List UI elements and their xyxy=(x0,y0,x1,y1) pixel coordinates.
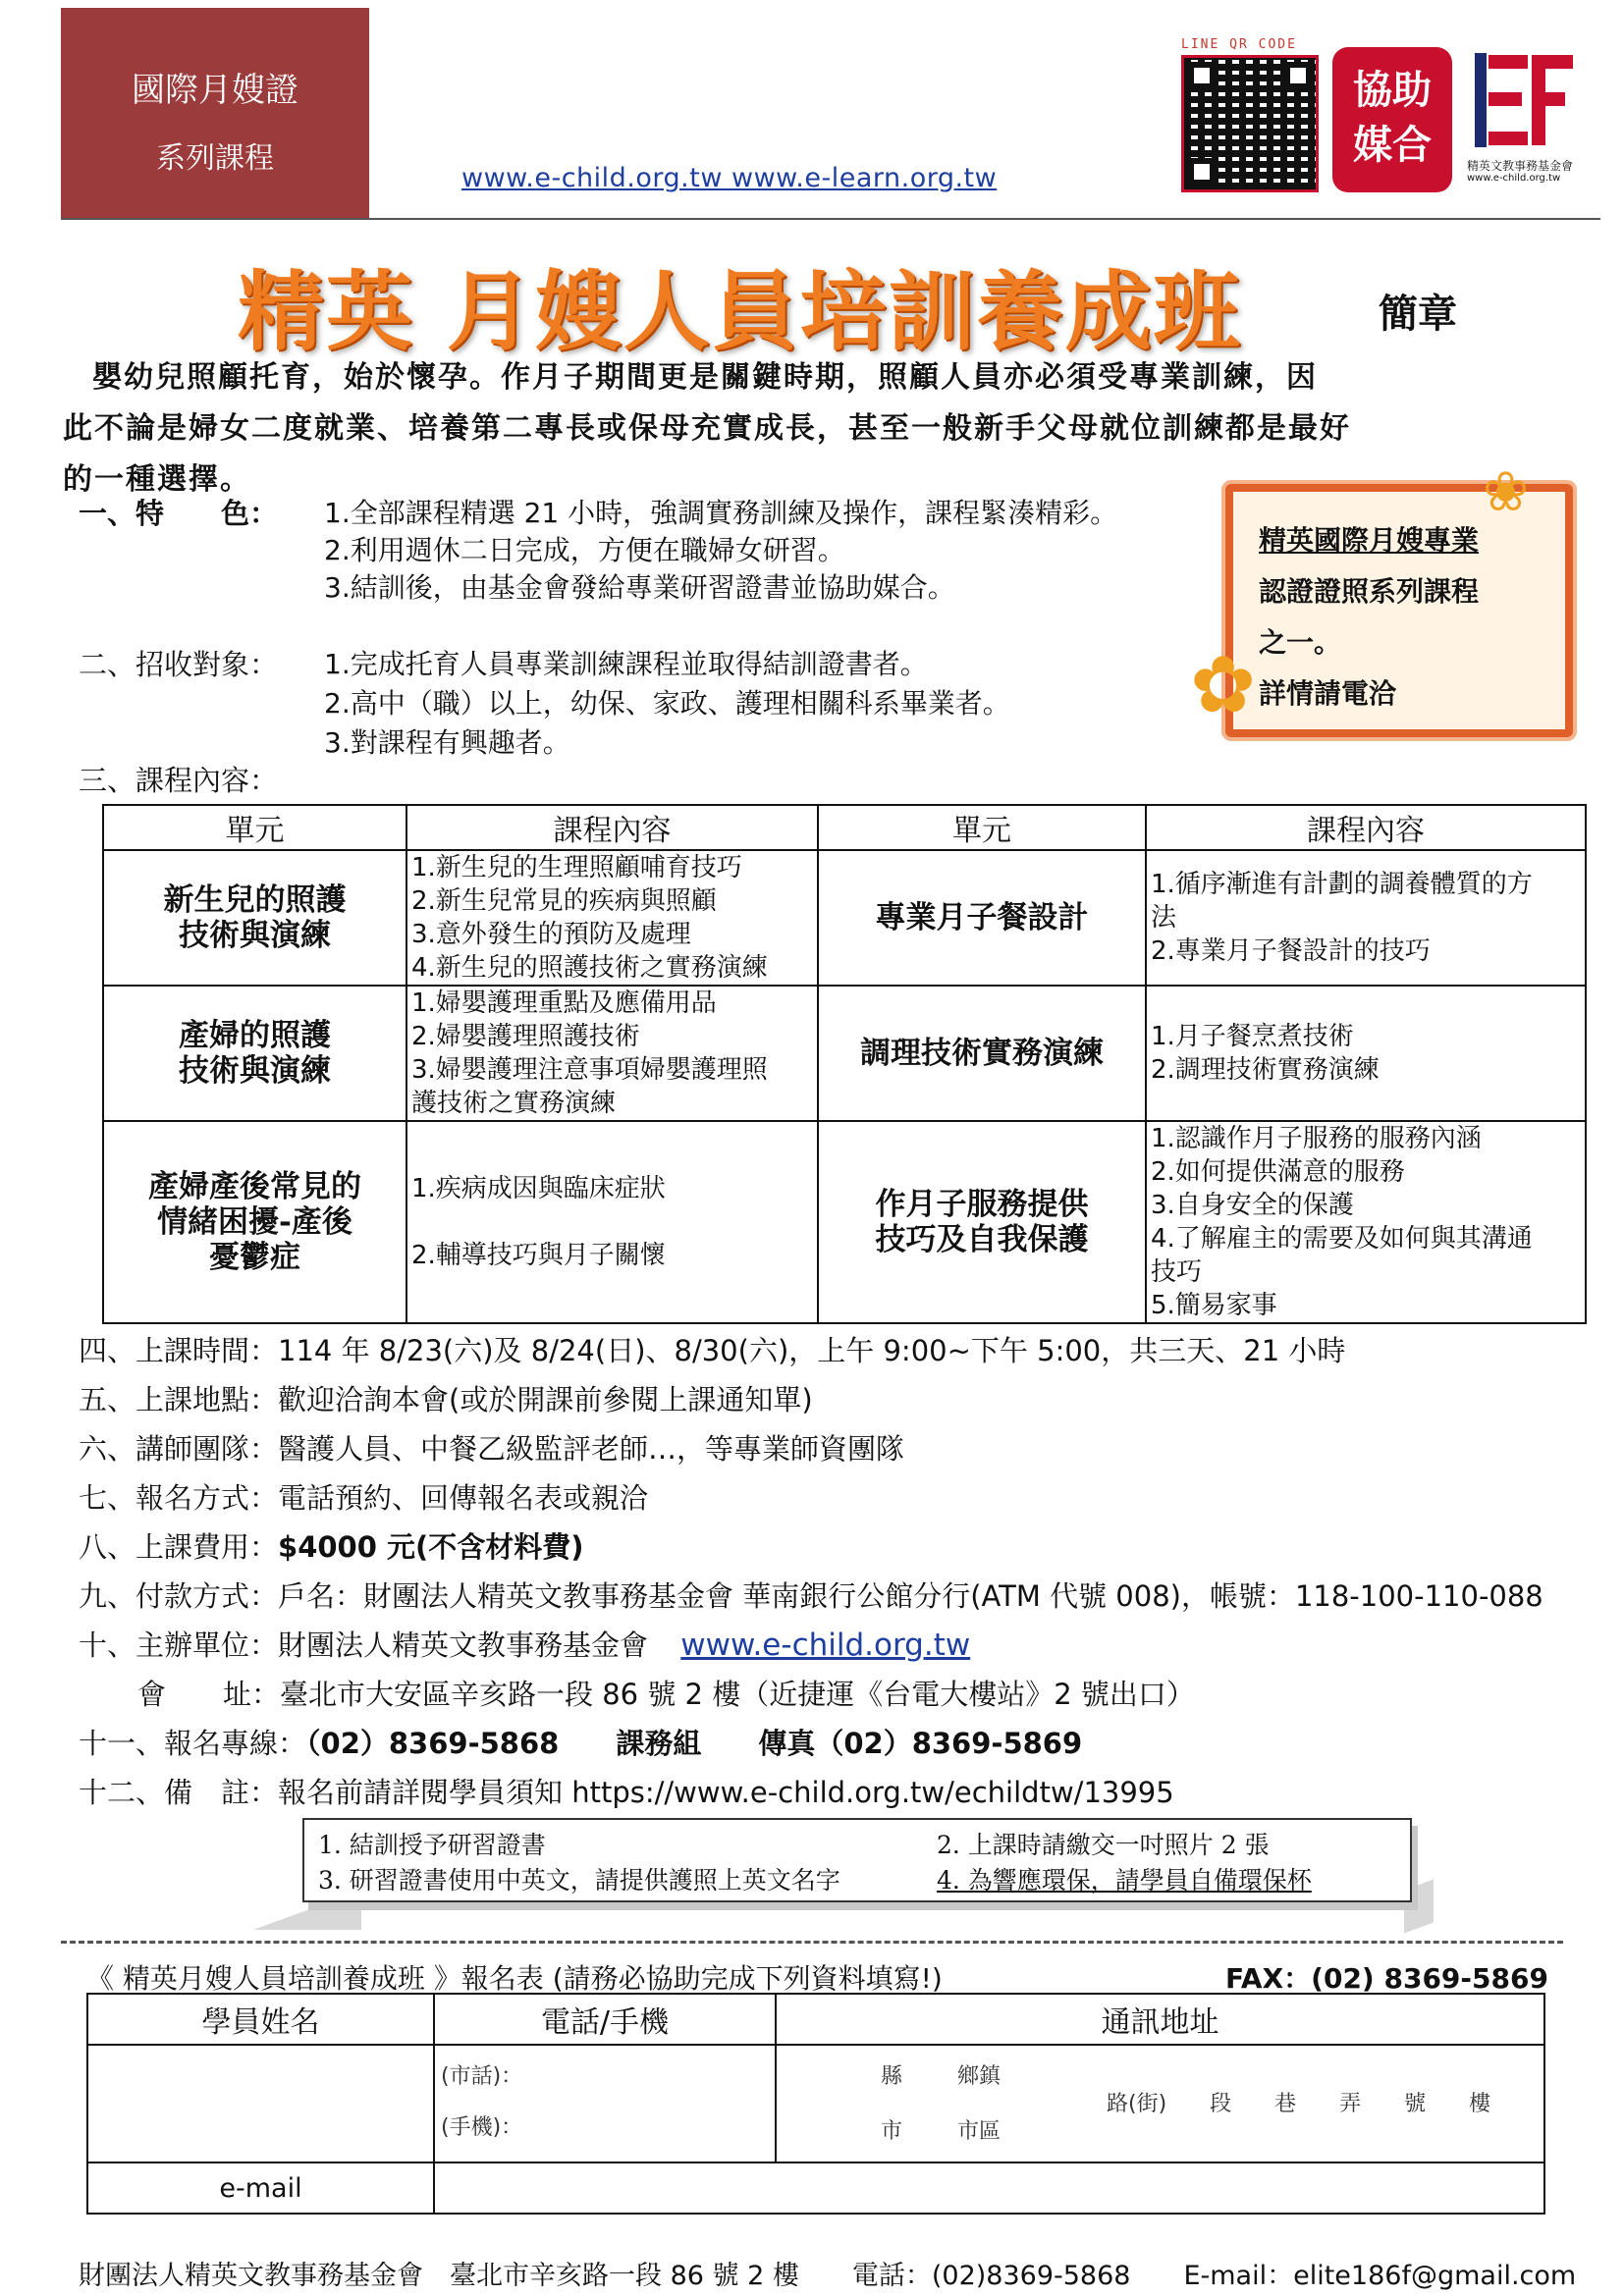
tip-item: 1. 結訓授予研習證書 xyxy=(318,1831,546,1859)
student-name-field[interactable] xyxy=(87,2045,434,2163)
course-unit: 調理技術實務演練 xyxy=(818,986,1146,1121)
course-content: 1.認識作月子服務的服務內涵 2.如何提供滿意的服務 3.自身安全的保護 4.了解雇主的需要及如何與其溝通 技巧 5.簡易家事 xyxy=(1146,1121,1586,1323)
qr-code-label: LINE QR CODE xyxy=(1181,37,1297,52)
tip-item: 2. 上課時請繳交一吋照片 2 張 xyxy=(937,1831,1270,1859)
column-header-phone: 電話/手機 xyxy=(434,1994,776,2045)
district-label: 市區 xyxy=(957,2119,1001,2144)
page-title: 精英 月嫂人員培訓養成班 xyxy=(238,260,1242,362)
tip-item: 3. 研習證書使用中英文，請提供護照上英文名字 xyxy=(318,1866,840,1895)
logo-e-bottom xyxy=(1489,132,1528,145)
organizer-name: 十、主辦單位：財團法人精英文教事務基金會 xyxy=(79,1629,649,1662)
column-header-name: 學員姓名 xyxy=(87,1994,434,2045)
hotline-value: （02）8369-5868 課務組 傳真（02）8369-5869 xyxy=(306,1727,1083,1760)
feature-item: 2.利用週休二日完成，方便在職婦女研習。 xyxy=(324,534,845,566)
audience-heading: 二、招收對象： xyxy=(79,648,279,681)
address-field[interactable] xyxy=(776,2045,1544,2163)
course-unit: 產婦的照護 技術與演練 xyxy=(103,986,406,1121)
course-content: 1.婦嬰護理重點及應備用品 2.婦嬰護理照護技術 3.婦嬰護理注意事項婦嬰護理照 護技術之實務演練 xyxy=(406,986,818,1121)
header-website-links[interactable]: www.e-child.org.tw www.e-learn.org.tw xyxy=(461,163,998,193)
organizer-website-link[interactable]: www.e-child.org.tw xyxy=(680,1628,971,1663)
flower-decoration-icon: ❀ xyxy=(1483,460,1529,524)
class-time: 四、上課時間：114 年 8/23(六)及 8/24(日)、8/30(六)，上午 9:00~下午 5:00，共三天、21 小時 xyxy=(79,1334,1346,1367)
badge-text-2: 媒合 xyxy=(1353,122,1432,168)
qr-finder-pattern xyxy=(1188,62,1216,89)
qr-finder-pattern xyxy=(1188,158,1216,186)
logo-e-mid xyxy=(1489,92,1522,106)
ef-foundation-logo xyxy=(1467,51,1577,149)
note-line: 認證證照系列課程 xyxy=(1259,575,1480,608)
email-label: e-mail xyxy=(87,2163,434,2214)
email-field[interactable] xyxy=(434,2163,1544,2214)
payment-info: 九、付款方式：戶名：財團法人精英文教事務基金會 華南銀行公館分行(ATM 代號 008)，帳號：118-100-110-088 xyxy=(79,1579,1543,1613)
audience-item: 3.對課程有興趣者。 xyxy=(324,726,570,759)
course-heading: 三、課程內容： xyxy=(79,764,279,797)
course-unit: 新生兒的照護 技術與演練 xyxy=(103,850,406,986)
matching-service-badge xyxy=(1332,47,1452,192)
class-location: 五、上課地點：歡迎洽詢本會(或於開課前參閱上課通知單) xyxy=(79,1383,813,1416)
course-content: 1.新生兒的生理照顧哺育技巧 2.新生兒常見的疾病與照顧 3.意外發生的預防及處理 4.新生兒的照護技術之實務演練 xyxy=(406,850,818,986)
flower-decoration-icon: ✿ xyxy=(1190,639,1257,730)
mobile-label: (手機)： xyxy=(441,2115,523,2140)
note-line: 之一。 xyxy=(1259,626,1342,659)
landline-label: (市話)： xyxy=(441,2064,523,2089)
table-row xyxy=(103,986,1586,1121)
logo-bar xyxy=(1475,53,1487,147)
course-content: 1.月子餐烹煮技術 2.調理技術實務演練 xyxy=(1146,986,1586,1121)
form-header-row xyxy=(87,1994,1544,2045)
fee-label: 八、上課費用： xyxy=(79,1530,279,1564)
header-divider xyxy=(61,218,1600,220)
city-label: 市 xyxy=(881,2119,903,2144)
form-email-row xyxy=(87,2163,1544,2214)
signup-method: 七、報名方式：電話預約、回傳報名表或親洽 xyxy=(79,1481,649,1515)
page-footer: 財團法人精英文教事務基金會 臺北市辛亥路一段 86 號 2 樓 電話：(02)8369-5868 E-mail：elite186f@gmail.com xyxy=(79,2261,1577,2291)
form-fax: FAX：(02) 8369-5869 xyxy=(1225,1962,1548,1995)
road-label: 路(街) 段 巷 弄 號 樓 xyxy=(1107,2092,1491,2116)
tips-box xyxy=(302,1818,1412,1902)
column-header-unit: 單元 xyxy=(818,805,1146,850)
hotline xyxy=(79,1722,1082,1762)
course-table-header xyxy=(103,805,1586,850)
course-content: 1.循序漸進有計劃的調養體質的方 法 2.專業月子餐設計的技巧 xyxy=(1146,850,1586,986)
table-row xyxy=(103,1121,1586,1323)
line-qr-code[interactable] xyxy=(1181,55,1319,192)
column-header-content: 課程內容 xyxy=(406,805,818,850)
course-unit: 作月子服務提供 技巧及自我保護 xyxy=(818,1121,1146,1323)
logo-f-top xyxy=(1532,55,1573,69)
course-unit: 專業月子餐設計 xyxy=(818,850,1146,986)
title-suffix: 簡章 xyxy=(1379,291,1457,337)
form-title: 《 精英月嫂人員培訓養成班 》報名表 (請務必協助完成下列資料填寫!) xyxy=(86,1962,943,1995)
logo-org-url: www.e-child.org.tw xyxy=(1467,173,1561,184)
logo-org-name: 精英文教事務基金會 xyxy=(1467,159,1574,173)
table-row xyxy=(103,850,1586,986)
course-content: 1.疾病成因與臨床症狀 2.輔導技巧與月子關懷 xyxy=(406,1121,818,1323)
registration-form-table xyxy=(86,1993,1545,2215)
qr-finder-pattern xyxy=(1284,62,1312,89)
note-line: 詳情請電洽 xyxy=(1259,677,1397,710)
organizer xyxy=(79,1624,970,1664)
township-label: 鄉鎮 xyxy=(957,2064,1001,2089)
column-header-unit: 單元 xyxy=(103,805,406,850)
cut-line xyxy=(61,1941,1563,1944)
features-heading: 一、特 色： xyxy=(79,497,279,530)
column-header-content: 課程內容 xyxy=(1146,805,1586,850)
phone-field[interactable] xyxy=(434,2045,776,2163)
feature-item: 1.全部課程精選 21 小時，強調實務訓練及操作，課程緊湊精彩。 xyxy=(324,497,1118,529)
intro-line: 嬰幼兒照顧托育，始於懷孕。作月子期間更是關鍵時期，照顧人員亦必須受專業訓練，因 xyxy=(92,360,1318,395)
form-entry-row xyxy=(87,2045,1544,2163)
series-banner xyxy=(61,8,369,218)
course-table xyxy=(102,804,1587,1324)
intro-line: 此不論是婦女二度就業、培養第二專長或保母充實成長，甚至一般新手父母就位訓練都是最好 xyxy=(63,411,1351,446)
remarks: 十二、備 註：報名前請詳閱學員須知 https://www.e-child.org.tw/echildtw/13995 xyxy=(79,1776,1174,1809)
intro-line: 的一種選擇。 xyxy=(63,462,251,497)
column-header-address: 通訊地址 xyxy=(776,1994,1544,2045)
county-label: 縣 xyxy=(881,2064,903,2089)
feature-item: 3.結訓後，由基金會發給專業研習證書並協助媒合。 xyxy=(324,571,955,604)
series-subtitle: 系列課程 xyxy=(156,141,274,176)
fee-value: $4000 元(不含材料費) xyxy=(278,1530,584,1564)
course-unit: 產婦產後常見的 情緒困擾-產後 憂鬱症 xyxy=(103,1121,406,1323)
tip-item: 4. 為響應環保，請學員自備環保杯 xyxy=(937,1866,1312,1895)
audience-item: 2.高中（職）以上，幼保、家政、護理相關科系畢業者。 xyxy=(324,687,1010,720)
logo-f-mid xyxy=(1532,92,1565,106)
teaching-team: 六、講師團隊：醫護人員、中餐乙級監評老師…，等專業師資團隊 xyxy=(79,1432,905,1466)
logo-e-top xyxy=(1489,55,1528,69)
hotline-label: 十一、報名專線： xyxy=(79,1727,307,1760)
audience-item: 1.完成托育人員專業訓練課程並取得結訓證書者。 xyxy=(324,648,928,680)
note-line: 精英國際月嫂專業 xyxy=(1259,524,1480,557)
tips-shadow xyxy=(244,1900,361,1930)
class-fee xyxy=(79,1525,584,1566)
organizer-address: 會 址：臺北市大安區辛亥路一段 86 號 2 樓（近捷運《台電大樓站》2 號出口） xyxy=(137,1678,1195,1711)
series-title: 國際月嫂證 xyxy=(132,71,298,110)
badge-text-1: 協助 xyxy=(1353,67,1432,113)
